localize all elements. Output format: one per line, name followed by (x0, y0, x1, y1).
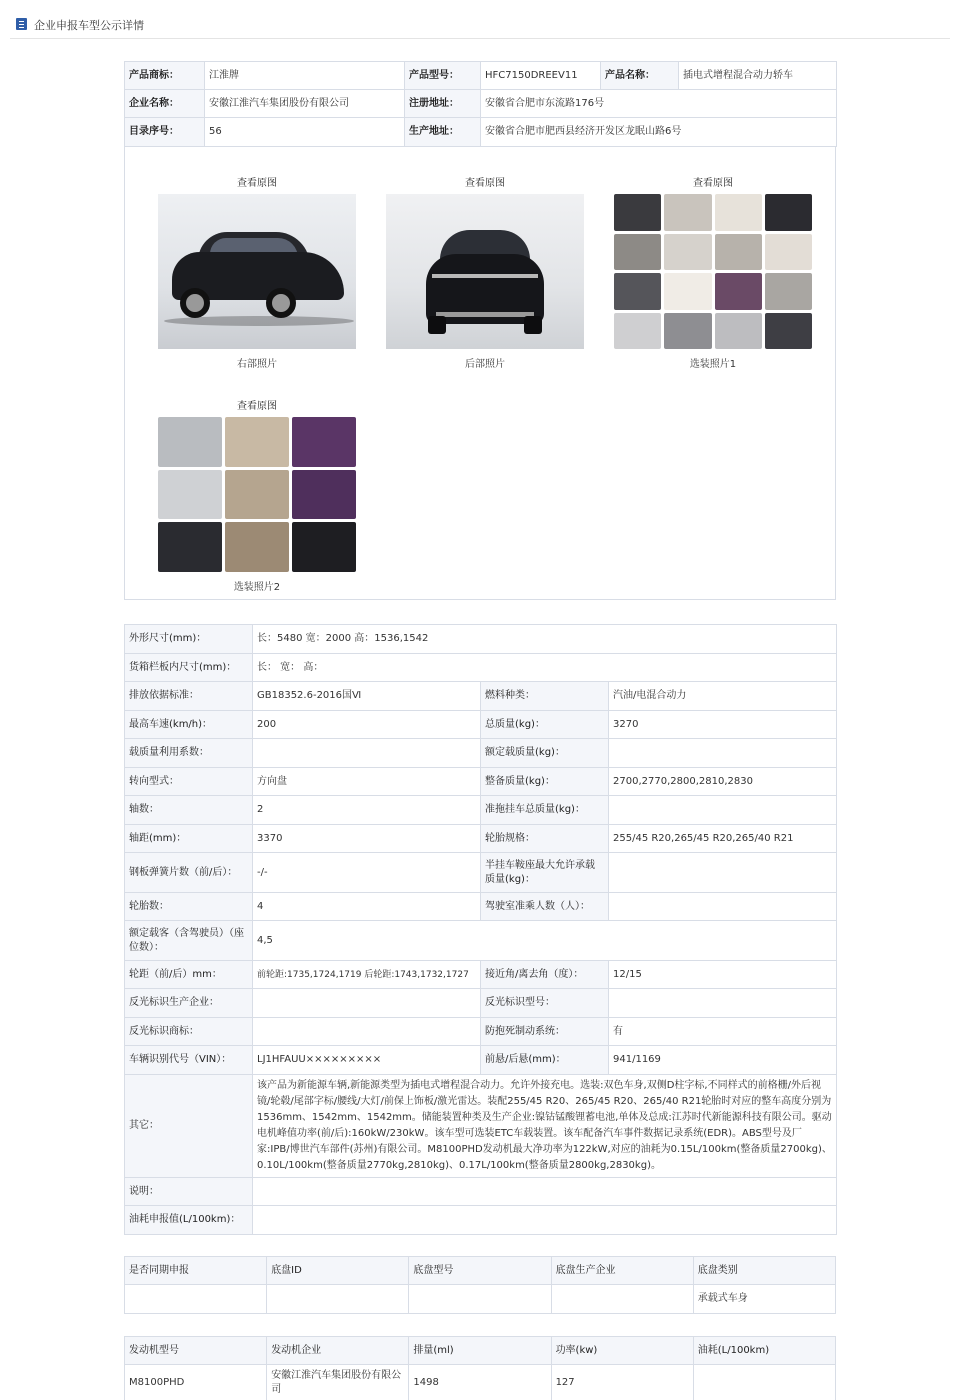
speed-label: 最高车速(km/h)： (125, 711, 253, 739)
chassis-table (124, 1256, 836, 1314)
table-cell (551, 1285, 693, 1314)
table-row (125, 1257, 836, 1285)
abs-label: 防抱死制动系统： (481, 1018, 609, 1046)
table-row (125, 654, 837, 682)
fuel-value: 汽油/电混合动力 (609, 682, 837, 711)
saddle-value (609, 853, 837, 893)
spring-label: 钢板弹簧片数（前/后）： (125, 853, 253, 893)
reflect-model-label: 反光标识型号： (481, 989, 609, 1018)
wheelbase-value: 3370 (253, 825, 481, 853)
brand-value: 江淮牌 (205, 62, 405, 90)
table-row (125, 1365, 836, 1400)
catalog-value: 56 (205, 118, 405, 147)
photo-caption: 选装照片2 (233, 582, 281, 593)
table-row (125, 1075, 837, 1178)
load-util-label: 载质量利用系数： (125, 739, 253, 768)
angle-label: 接近角/离去角（度）： (481, 961, 609, 989)
table-row (125, 1018, 837, 1046)
column-header: 发动机企业 (267, 1337, 409, 1365)
fuel-label: 燃料种类： (481, 682, 609, 711)
reg-addr-value: 安徽省合肥市东流路176号 (481, 90, 837, 118)
column-header: 底盘ID (267, 1257, 409, 1285)
chassis-section (124, 1256, 836, 1314)
prod-addr-value: 安徽省合肥市肥西县经济开发区龙眠山路6号 (481, 118, 837, 147)
steer-label: 转向型式： (125, 768, 253, 796)
engine-table (124, 1336, 836, 1400)
view-original-link[interactable]: 查看原图 (237, 178, 277, 189)
table-row (125, 118, 837, 147)
angle-value: 12/15 (609, 961, 837, 989)
photo-option-1 (614, 174, 812, 370)
column-header: 排量(ml) (409, 1337, 551, 1365)
options-collage-photo-icon[interactable] (158, 417, 356, 572)
product-name-value: 插电式增程混合动力轿车 (679, 62, 837, 90)
table-cell: 127 (551, 1365, 693, 1400)
spring-value: -/- (253, 853, 481, 893)
spec-table (124, 624, 837, 1235)
wheelbase-label: 轴距(mm)： (125, 825, 253, 853)
catalog-label: 目录序号： (125, 118, 205, 147)
table-row (125, 90, 837, 118)
track-value: 前轮距:1735,1724,1719 后轮距:1743,1732,1727 (253, 961, 481, 989)
table-cell: M8100PHD (125, 1365, 267, 1400)
table-row (125, 711, 837, 739)
table-cell (693, 1365, 835, 1400)
model-label: 产品型号： (405, 62, 481, 90)
photo-caption: 选装照片1 (689, 359, 737, 370)
view-original-link[interactable]: 查看原图 (465, 178, 505, 189)
fuel-cons-value (253, 1206, 837, 1235)
seats-label: 额定载客（含驾驶员）（座位数）： (125, 921, 253, 961)
column-header: 发动机型号 (125, 1337, 267, 1365)
table-row (125, 921, 837, 961)
explain-value (253, 1178, 837, 1206)
photo-rear (386, 174, 584, 370)
speed-value: 200 (253, 711, 481, 739)
table-row (125, 1046, 837, 1075)
curb-value: 2700,2770,2800,2810,2830 (609, 768, 837, 796)
photo-caption: 后部照片 (465, 359, 505, 370)
seats-value: 4,5 (253, 921, 837, 961)
spec-section (124, 624, 836, 1235)
vin-value: LJ1HFAUU××××××××× (253, 1046, 481, 1075)
column-header: 底盘型号 (409, 1257, 551, 1285)
reg-addr-label: 注册地址： (405, 90, 481, 118)
photo-option-2 (158, 397, 356, 593)
dims-value: 长：5480 宽：2000 高：1536,1542 (253, 625, 837, 654)
table-row (125, 62, 837, 90)
table-cell: 承载式车身 (693, 1285, 835, 1314)
page-header (0, 0, 960, 44)
photo-caption: 右部照片 (237, 359, 277, 370)
column-header: 油耗(L/100km) (693, 1337, 835, 1365)
model-value: HFC7150DREEV11 (481, 62, 601, 90)
overhang-label: 前悬/后悬(mm)： (481, 1046, 609, 1075)
table-row (125, 989, 837, 1018)
basic-info-section (124, 61, 836, 147)
reflect-co-value (253, 989, 481, 1018)
cargo-value: 长： 宽： 高： (253, 654, 837, 682)
brand-label: 产品商标： (125, 62, 205, 90)
cargo-label: 货箱栏板内尺寸(mm)： (125, 654, 253, 682)
company-label: 企业名称： (125, 90, 205, 118)
other-label: 其它： (125, 1075, 253, 1178)
curb-label: 整备质量(kg)： (481, 768, 609, 796)
table-row (125, 739, 837, 768)
other-value: 该产品为新能源车辆,新能源类型为插电式增程混合动力。允许外接充电。选装:双色车身,双侧D柱字标,不同样式的前格栅/外后视镜/轮毂/尾部字标/腰线/大灯/前保上饰板/激光雷达。装配255/45 R20、265/45 R20、265/40 R21轮胎时对应的整车高度分别为1536mm、1542mm、1542mm。储能装置种类及生产企业:镍钴锰酸锂蓄电池,单体及总成:江苏时代新能源科技有限公司。驱动电机峰值功率(前/后):160kW/230kW。该车型可选装ETC车载装置。该车配备汽车事件数据记录系统(EDR)。ABS型号及厂家:IPB/博世汽车部件(苏州)有限公司。M8100PHD发动机最大净功率为122kW,对应的油耗为0.15L/100km(整备质量2700kg)、0.10L/100km(整备质量2770kg,2810kg)、0.17L/100km(整备质量2800kg,2830kg)。 (253, 1075, 837, 1178)
table-row (125, 682, 837, 711)
cab-label: 驾驶室准乘人数（人）： (481, 893, 609, 921)
product-name-label: 产品名称： (601, 62, 679, 90)
table-cell: 安徽江淮汽车集团股份有限公司 (267, 1365, 409, 1400)
photo-right (158, 174, 356, 370)
basic-info-table (124, 61, 837, 147)
trailer-label: 准拖挂车总质量(kg)： (481, 796, 609, 825)
cab-value (609, 893, 837, 921)
tires-label: 轮胎数： (125, 893, 253, 921)
rated-load-value (609, 739, 837, 768)
document-icon (16, 18, 27, 30)
emission-label: 排放依据标准： (125, 682, 253, 711)
abs-value: 有 (609, 1018, 837, 1046)
table-cell (267, 1285, 409, 1314)
total-mass-value: 3270 (609, 711, 837, 739)
table-row (125, 768, 837, 796)
table-row (125, 1206, 837, 1235)
options-collage-photo-icon[interactable] (614, 194, 812, 349)
table-row (125, 625, 837, 654)
emission-value: GB18352.6-2016国Ⅵ (253, 682, 481, 711)
fuel-cons-label: 油耗申报值(L/100km)： (125, 1206, 253, 1235)
reflect-model-value (609, 989, 837, 1018)
view-original-link[interactable]: 查看原图 (237, 401, 277, 412)
table-row (125, 961, 837, 989)
table-row (125, 853, 837, 893)
engine-section (124, 1336, 836, 1400)
view-original-link[interactable]: 查看原图 (693, 178, 733, 189)
table-row (125, 1285, 836, 1314)
load-util-value (253, 739, 481, 768)
table-row (125, 893, 837, 921)
table-row (125, 796, 837, 825)
company-value: 安徽江淮汽车集团股份有限公司 (205, 90, 405, 118)
steer-value: 方向盘 (253, 768, 481, 796)
rated-load-label: 额定载质量(kg)： (481, 739, 609, 768)
vin-label: 车辆识别代号（VIN）： (125, 1046, 253, 1075)
photo-gallery (124, 146, 836, 600)
reflect-brand-label: 反光标识商标： (125, 1018, 253, 1046)
saddle-label: 半挂车鞍座最大允许承载质量(kg)： (481, 853, 609, 893)
explain-label: 说明： (125, 1178, 253, 1206)
page-title: 企业申报车型公示详情 (34, 19, 144, 32)
axles-value: 2 (253, 796, 481, 825)
axles-label: 轴数： (125, 796, 253, 825)
column-header: 功率(kw) (551, 1337, 693, 1365)
header-divider (10, 38, 950, 39)
table-row (125, 1178, 837, 1206)
table-row (125, 1337, 836, 1365)
car-rear-photo-icon[interactable] (386, 194, 584, 349)
car-side-photo-icon[interactable] (158, 194, 356, 349)
column-header: 底盘生产企业 (551, 1257, 693, 1285)
table-cell (409, 1285, 551, 1314)
table-cell: 1498 (409, 1365, 551, 1400)
table-cell (125, 1285, 267, 1314)
column-header: 底盘类别 (693, 1257, 835, 1285)
reflect-brand-value (253, 1018, 481, 1046)
column-header: 是否同期申报 (125, 1257, 267, 1285)
tire-label: 轮胎规格： (481, 825, 609, 853)
tires-value: 4 (253, 893, 481, 921)
table-row (125, 825, 837, 853)
reflect-co-label: 反光标识生产企业： (125, 989, 253, 1018)
dims-label: 外形尺寸(mm)： (125, 625, 253, 654)
total-mass-label: 总质量(kg)： (481, 711, 609, 739)
trailer-value (609, 796, 837, 825)
prod-addr-label: 生产地址： (405, 118, 481, 147)
overhang-value: 941/1169 (609, 1046, 837, 1075)
tire-value: 255/45 R20,265/45 R20,265/40 R21 (609, 825, 837, 853)
track-label: 轮距（前/后）mm： (125, 961, 253, 989)
